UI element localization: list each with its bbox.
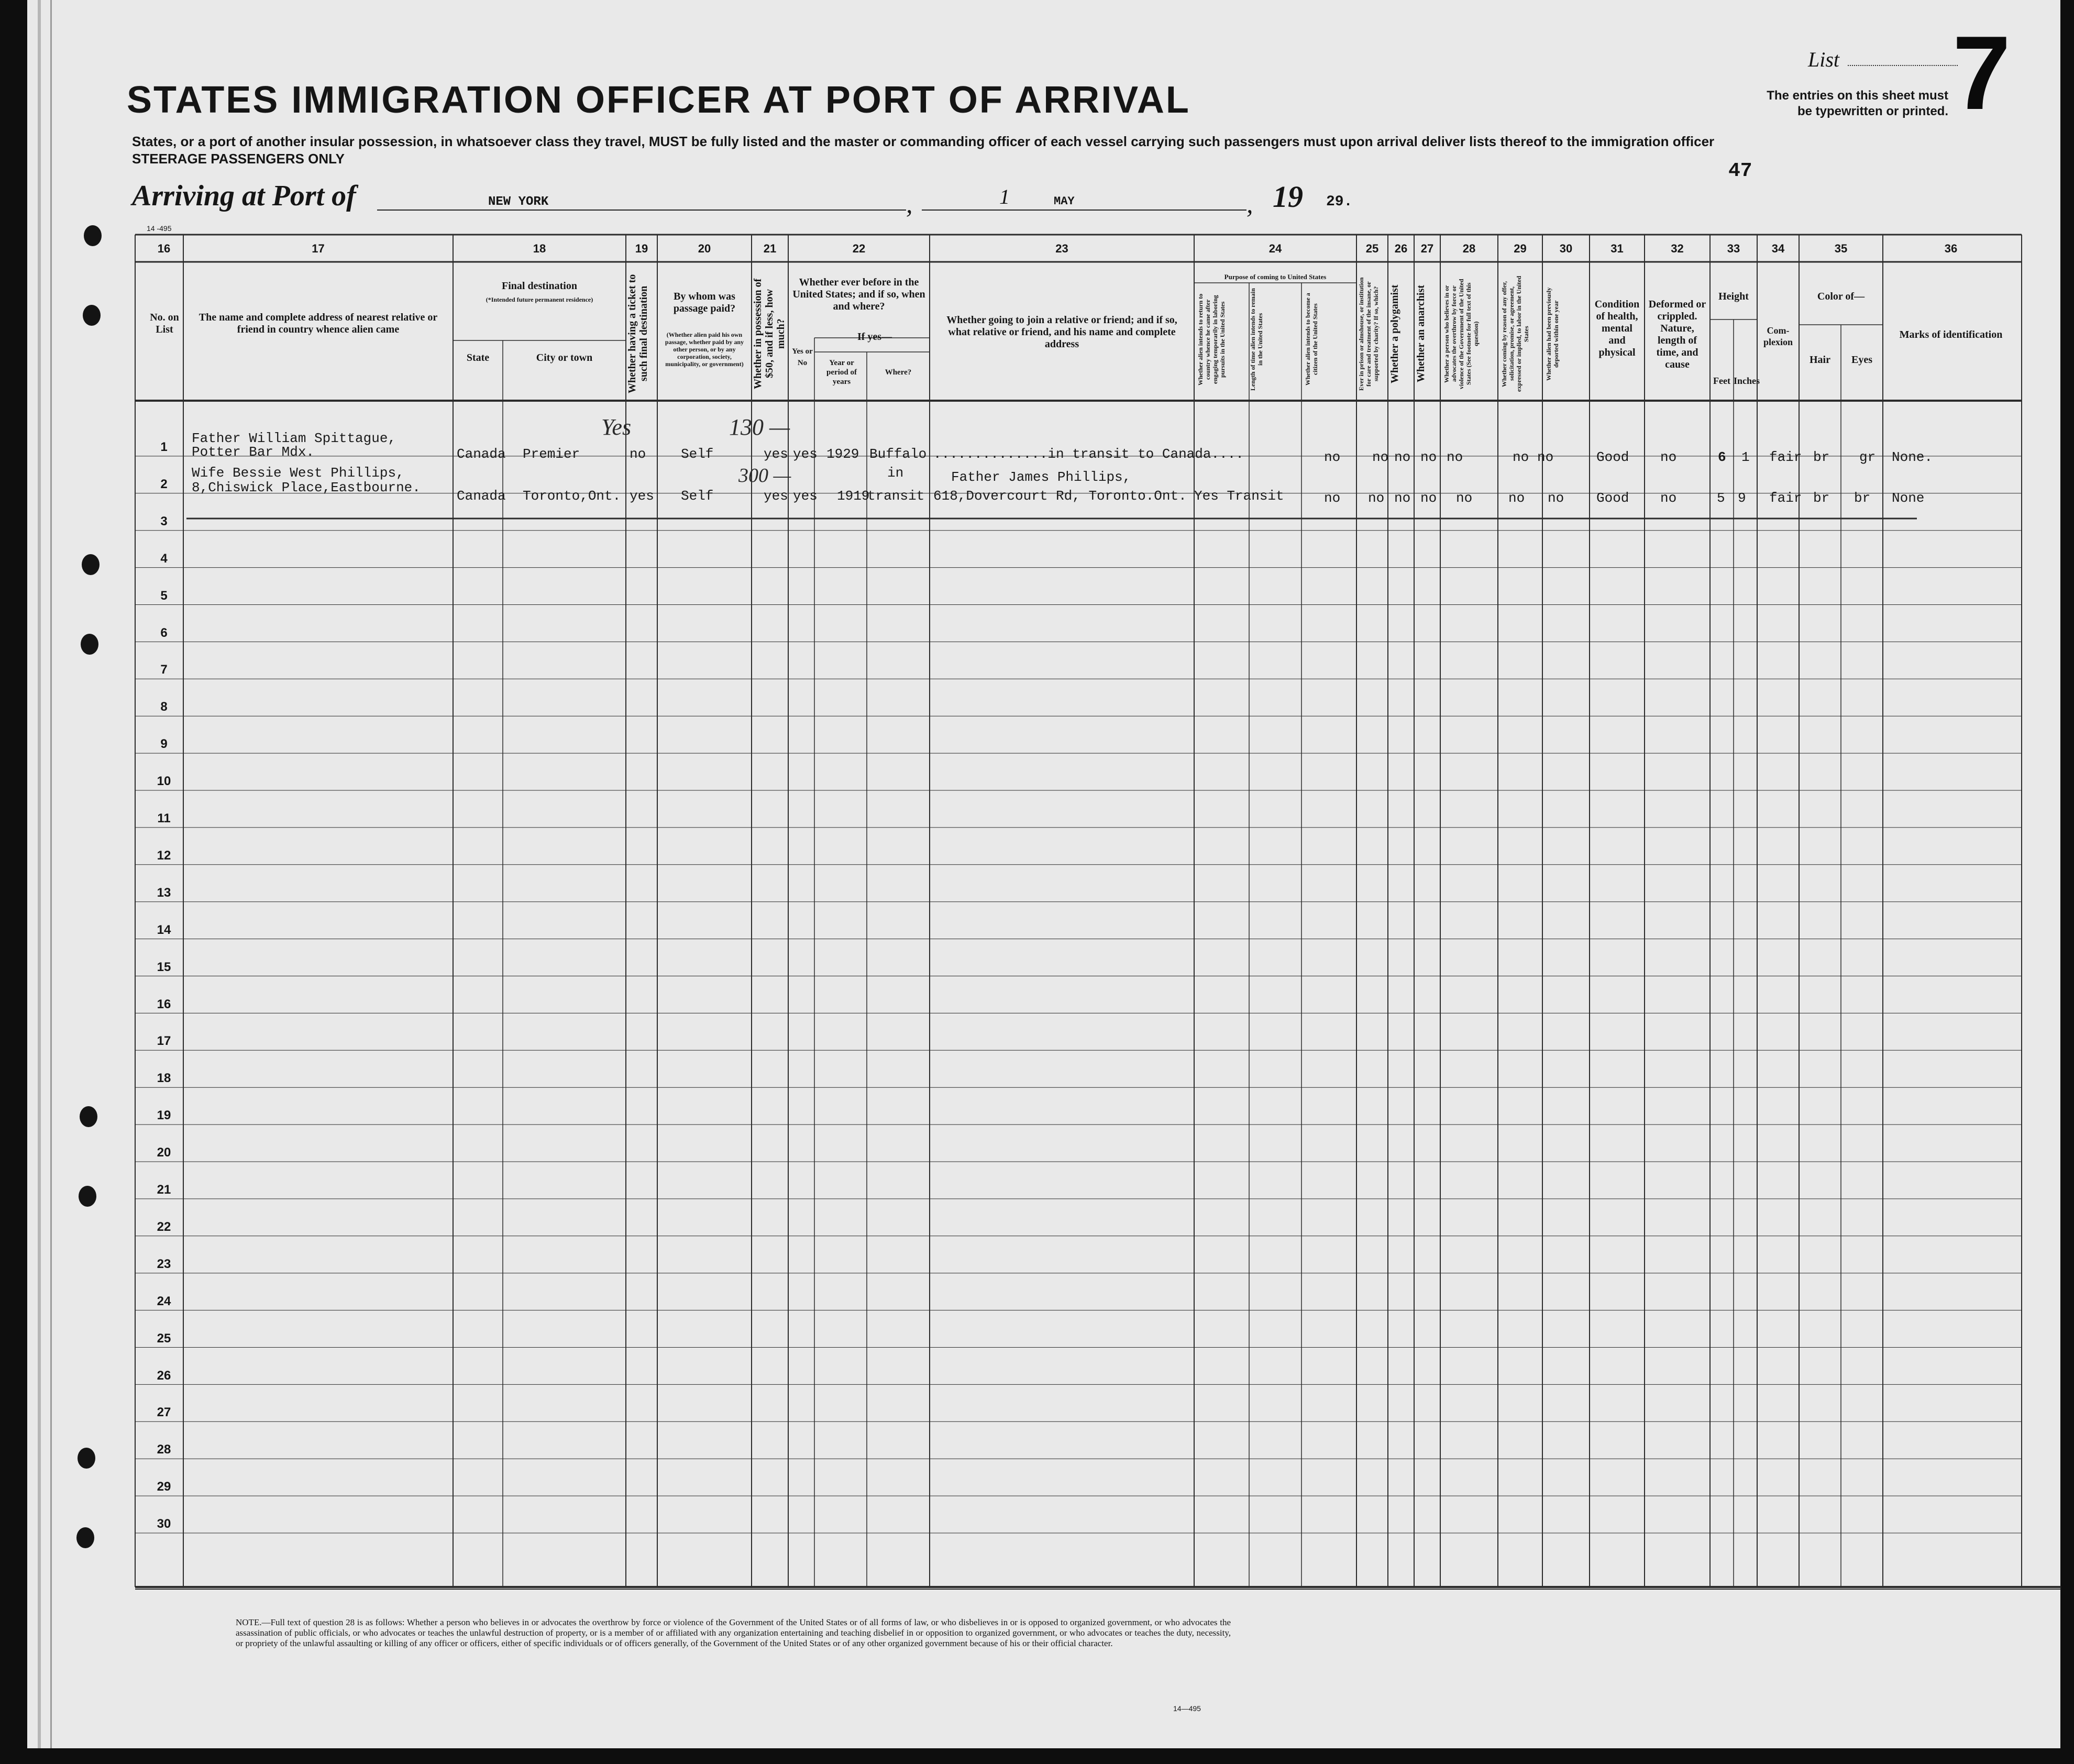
row-number: 15 [157,960,171,974]
entry-1-polygamist: no [1394,449,1411,465]
column-number: 22 [852,242,866,255]
entry-1-eyes: gr [1859,449,1876,465]
entry-1-prison: no [1372,449,1389,465]
entry-2-relative-line1: Wife Bessie West Phillips, [192,465,404,481]
header-ticket: Whether having a ticket to such final destination [626,274,649,393]
entry-2-polygamist: no [1394,490,1411,506]
column-number: 34 [1771,242,1785,255]
header-yes-or-no: Yes or No [792,347,813,367]
header-no-on-list: No. on List [150,312,179,335]
entry-2-state: Canada [457,488,506,504]
column-number: 17 [312,242,325,255]
row-number: 25 [157,1331,171,1346]
row-number: 5 [160,588,168,603]
entry-2-q29: no [1508,490,1525,506]
row-number: 8 [160,700,168,714]
column-number: 23 [1055,242,1068,255]
entry-1-relative-line2: Potter Bar Mdx. [192,444,315,460]
footnote: NOTE.—Full text of question 28 is as follows: Whether a person who believes in or advocates the overthrow by force or violence of the Government of the United States or of all forms of law, or who disbelieves in or is opposed to organized government, or who advocates the assassination of public officials, or who advocates or teaches the unlawful destruction of property, or is a member of or affiliated with any organization entertaining and teaching disbelief in or opposition to organized government, or who advocates or teaches the duty, necessity, or propriety of the unlawful assaulting or killing of any officer or officers, either of specific individuals or of officers generally, of the Government of the United States or of any other organized government because of his or their official character. [236,1617,1231,1648]
row-number: 20 [157,1145,171,1160]
row-number: 1 [160,440,168,454]
entry-1-inches: 1 [1741,449,1750,465]
header-height: Height [1718,291,1749,302]
arriving-label: Arriving at Port of [132,180,356,212]
header-city: City or town [536,352,593,363]
header-inches: Inches [1734,376,1760,386]
header-hair: Hair [1810,354,1830,366]
entry-2-hair: br [1813,490,1830,506]
header-marks: Marks of identification [1899,329,2003,340]
header-eyes: Eyes [1851,354,1872,366]
row-number: 23 [157,1256,171,1271]
row-number: 26 [157,1368,171,1383]
header-final-destination: Final destination [502,280,577,292]
entry-2-eyes: br [1854,490,1871,506]
entry-2-money: yes [764,488,788,504]
entry-2-complexion: fair [1769,490,1802,506]
header-where: Where? [885,368,912,377]
row-number: 27 [157,1405,171,1420]
column-number: 28 [1462,242,1476,255]
row-number: 7 [160,663,168,677]
row-number: 4 [160,551,168,566]
header-purpose-length: Length of time alien intends to remain in the United States [1249,288,1264,391]
entry-2-purpose-return: no [1324,490,1341,506]
entry-1-city: Premier [523,446,580,462]
entry-1-ever-before: yes [793,446,818,462]
sheet-number: 47 [1728,160,1752,182]
header-year-or-period: Year or period of years [826,359,857,386]
header-ever-in-prison: Ever in prison or almshouse, or institution for care and treatment of the insane, or supported by charity? If so, which? [1358,277,1380,391]
entry-2-where-line1: in [887,465,904,481]
port-value: NEW YORK [488,195,549,209]
entry-2-where-line2: transit [867,488,925,504]
entry-1-relative-line1: Father William Spittague, [192,431,396,446]
form-code: 14 -495 [147,224,172,233]
entry-1-hair: br [1813,449,1830,465]
entry-1-feet: 6 [1718,449,1726,465]
entry-1-complexion: fair [1769,449,1802,465]
entry-2-inches: 9 [1738,490,1746,506]
column-number: 27 [1420,242,1434,255]
column-number: 19 [635,242,648,255]
row-number: 18 [157,1071,171,1086]
entry-2-year: 1919 [837,488,870,504]
header-q29: Whether coming by reason of any offer, solicitation, promise, or agreement, expressed or implied, to labor in the United States [1501,275,1530,392]
header-ever-before: Whether ever before in the United States; and if so, when and where? [792,277,925,312]
column-number: 26 [1394,242,1408,255]
instructions-text: States, or a port of another insular possession, in whatsoever class they travel, MUST be fully listed and the master or commanding officer of each vessel carrying such passengers must upon arrival deliver lists thereof to the immigration officer [132,134,1715,149]
entry-2-paid-by: Self [681,488,714,504]
entry-2-feet: 5 [1717,490,1725,506]
header-feet: Feet [1713,376,1730,386]
entry-1-ticket-handwritten: Yes [601,414,632,440]
header-if-yes: If yes— [857,331,892,343]
row-number: 22 [157,1219,171,1234]
entry-1-money: yes [764,446,788,462]
column-number: 18 [533,242,546,255]
entry-2-joining-line1: Father James Phillips, [951,469,1131,485]
header-passage-paid: By whom was passage paid? [673,291,736,314]
entry-1-q28: no [1447,449,1463,465]
column-number: 20 [698,242,711,255]
entry-1-ticket: no [630,446,646,462]
entry-2-prison: no [1368,490,1385,506]
entry-1-where: Buffalo [869,446,927,462]
entry-1-state: Canada [457,446,506,462]
entry-1-marks: None. [1892,449,1933,465]
header-state: State [466,352,490,363]
column-number: 36 [1944,242,1958,255]
row-number: 19 [157,1108,171,1123]
header-color-of: Color of— [1817,291,1865,302]
row-number: 17 [157,1034,171,1049]
row-number: 12 [157,848,171,863]
row-number: 16 [157,997,171,1011]
entry-2-marks: None [1892,490,1925,506]
entry-2-q28: no [1456,490,1473,506]
entry-1-q30: no [1537,449,1554,465]
entry-2-ever-before: yes [793,488,818,504]
header-purpose-citizen: Whether alien intends to become a citizen of the United States [1304,293,1319,386]
column-number: 35 [1834,242,1848,255]
month-value: MAY [1054,195,1075,208]
entry-2-money-handwritten: 300 — [738,465,791,487]
header-joining-relative: Whether going to join a relative or friend; and if so, what relative or friend, and his name and complete address [946,314,1177,350]
entry-1-deformed: no [1660,449,1677,465]
entry-1-year: 1929 [826,446,859,462]
row-number: 21 [157,1183,171,1197]
entry-2-deformed: no [1660,490,1677,506]
entry-1-paid-by: Self [681,446,714,462]
header-final-destination-note: (*Intended future permanent residence) [486,296,593,303]
comma: , [1246,189,1253,218]
year-prefix: 19 [1273,180,1303,214]
form-title: STATES IMMIGRATION OFFICER AT PORT OF ARRIVAL [127,79,1190,121]
entry-2-city: Toronto,Ont. [523,488,621,504]
header-relative-address: The name and complete address of nearest relative or friend in country whence alien came [198,312,438,335]
header-q30: Whether alien had been previously deported within one year [1545,287,1560,381]
header-condition: Condition of health, mental and physical [1594,299,1640,358]
row-number: 13 [157,885,171,900]
column-number: 32 [1671,242,1684,255]
header-passage-paid-note: (Whether alien paid his own passage, whether paid by any other person, or by any corporation, society, municipality, or government) [665,331,744,368]
entry-1-q29: no [1513,449,1529,465]
entry-2-q30: no [1548,490,1564,506]
column-number: 21 [763,242,777,255]
header-money: Whether in possession of $50, and if less, how much? [752,278,787,389]
list-label: List [1808,48,1840,71]
entry-1-joining: ..............in transit to Canada.... [933,446,1244,462]
header-q28: Whether a person who believes in or advocates the overthrow by force or violence of the Government of the United States (See footnote for full text of this question) [1443,279,1480,389]
column-number: 29 [1514,242,1527,255]
column-number: 25 [1365,242,1379,255]
class-note: STEERAGE PASSENGERS ONLY [132,151,345,167]
header-complexion: Com-plexion [1763,325,1793,347]
entry-2-ticket: yes [630,488,654,504]
row-number: 6 [160,625,168,640]
column-number: 30 [1559,242,1573,255]
entry-1-condition: Good [1596,449,1629,465]
row-number: 11 [157,811,171,825]
row-number: 28 [157,1442,171,1457]
entry-2-anarchist: no [1420,490,1437,506]
row-number: 30 [157,1517,171,1531]
entry-1-anarchist: no [1420,449,1437,465]
entry-2-condition: Good [1596,490,1629,506]
typewritten-note: The entries on this sheet must be typewritten or printed. [1767,89,1948,118]
header-anarchist: Whether an anarchist [1415,285,1427,383]
comma: , [906,189,913,218]
row-number: 29 [157,1480,171,1494]
row-number: 24 [157,1294,171,1308]
day-value: 1 [999,185,1010,208]
entry-2-relative-line2: 8,Chiswick Place,Eastbourne. [192,480,421,495]
year-value: 29. [1326,194,1353,210]
column-number: 33 [1727,242,1740,255]
column-number: 16 [157,242,171,255]
header-deformed: Deformed or crippled. Nature, length of time, and cause [1648,299,1706,370]
entry-1-money-handwritten: 130 — [729,414,790,440]
row-number: 10 [157,774,171,789]
header-polygamist: Whether a polygamist [1389,284,1400,383]
row-number: 9 [160,737,168,752]
entry-2-length-of-stay: Yes Transit [1194,488,1284,504]
column-number: 31 [1610,242,1624,255]
footnote-code: 14—495 [1173,1704,1201,1713]
header-purpose-return: Whether alien intends to return to country whence he came after engaging temporarily in laboring pursuits in the United States [1197,293,1226,385]
row-number: 2 [160,477,168,491]
row-number: 14 [157,922,171,937]
header-purpose: Purpose of coming to United States [1224,273,1327,281]
row-number: 3 [160,514,168,528]
list-number: 7 [1952,15,2011,131]
entry-2-joining-line2: 618,Dovercourt Rd, Toronto.Ont. [933,488,1187,504]
entry-1-purpose-return: no [1324,449,1341,465]
column-number: 24 [1268,242,1282,255]
